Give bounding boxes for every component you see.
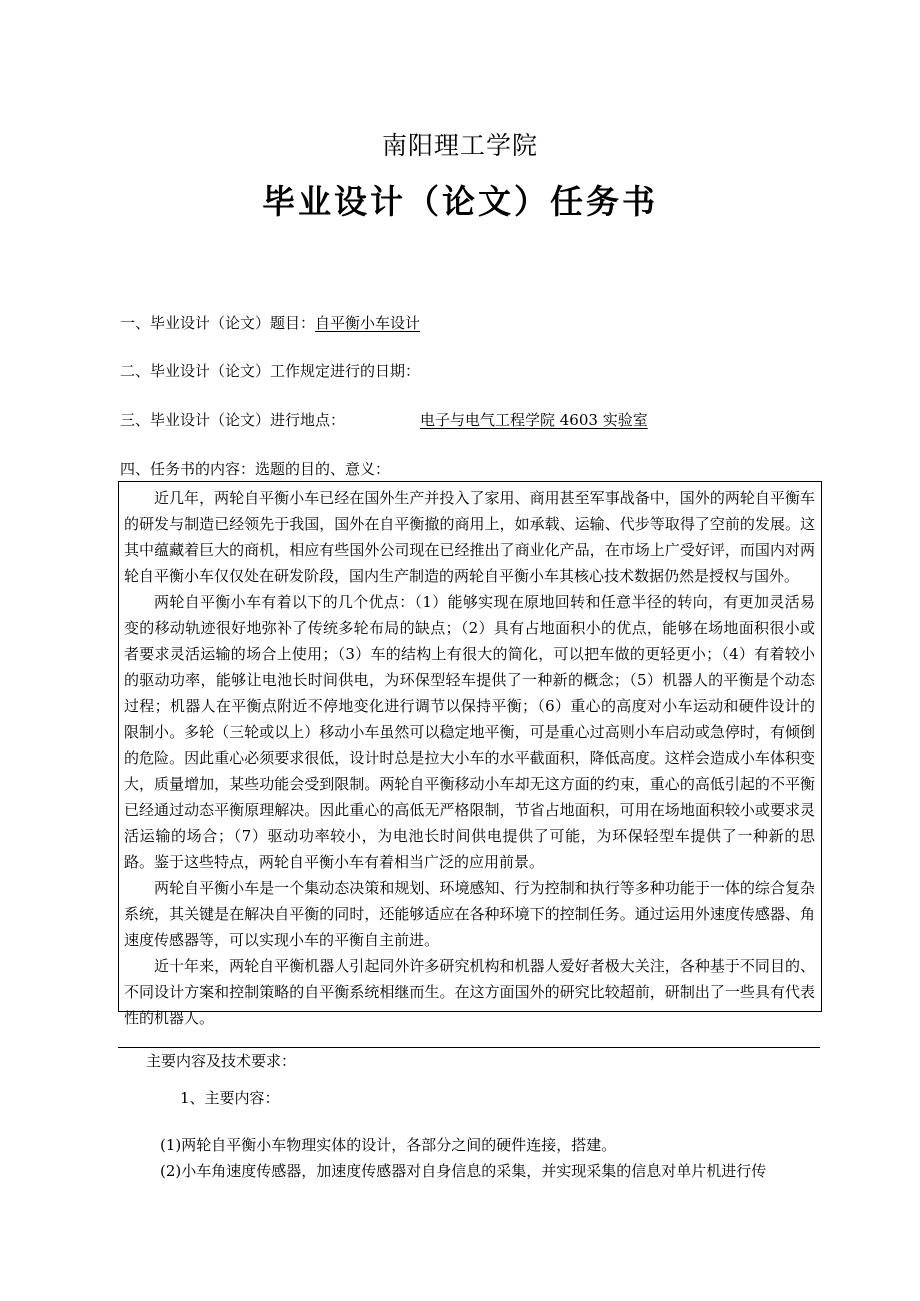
requirement-item: (2)小车角速度传感器，加速度传感器对自身信息的采集，并实现采集的信息对单片机进行传	[160, 1162, 767, 1180]
location-line	[120, 409, 345, 430]
location-value: 电子与电气工程学院 4603 实验室	[420, 411, 648, 429]
requirements-subheading: 1、主要内容：	[180, 1089, 280, 1107]
date-line	[120, 360, 420, 381]
requirement-item: (1)两轮自平衡小车物理实体的设计，各部分之间的硬件连接，搭建。	[160, 1136, 617, 1154]
date-label: 二、毕业设计（论文）工作规定进行的日期：	[120, 362, 421, 380]
requirements-heading: 主要内容及技术要求：	[146, 1052, 297, 1070]
section-divider	[118, 1047, 820, 1048]
topic-label: 一、毕业设计（论文）题目：	[120, 314, 316, 332]
purpose-paragraph: 两轮自平衡小车是一个集动态决策和规划、环境感知、行为控制和执行等多种功能于一体的综合复杂系统，其关键是在解决自平衡的同时，还能够适应在各种环境下的控制任务。通过运用外速度传感器、角速度传感器等，可以实现小车的平衡自主前进。	[124, 879, 815, 949]
topic-value: 自平衡小车设计	[315, 314, 421, 332]
purpose-paragraph: 两轮自平衡小车有着以下的几个优点：（1）能够实现在原地回转和任意半径的转向，有更加灵活易变的移动轨迹很好地弥补了传统多轮布局的缺点；（2）具有占地面积小的优点，能够在场地面积很小或者要求灵活运输的场合上使用；（3）车的结构上有很大的简化，可以把车做的更轻更小；（4）有着较小的驱动功率，能够让电池长时间供电，为环保型轻车提供了一种新的概念；（5）机器人的平衡是个动态过程；机器人在平衡点附近不停地变化进行调节以保持平衡；（6）重心的高度对小车运动和硬件设计的限制小。多轮（三轮或以上）移动小车虽然可以稳定地平衡，可是重心过高则小车启动或急停时，有倾倒的危险。因此重心必须要求很低，设计时总是拉大小车的水平截面积，降低高度。这样会造成小车体积变大，质量增加，某些功能会受到限制。两轮自平衡移动小车却无这方面的约束，重心的高低引起的不平衡已经通过动态平衡原理解决。因此重心的高低无严格限制，节省占地面积，可用在场地面积较小或要求灵活运输的场合；（7）驱动功率较小，为电池长时间供电提供了可能，为环保轻型车提供了一种新的思路。鉴于这些特点，两轮自平衡小车有着相当广泛的应用前景。	[124, 593, 815, 871]
school-name: 南阳理工学院	[381, 131, 538, 160]
location-label: 三、毕业设计（论文）进行地点：	[120, 411, 346, 429]
topic-line	[120, 312, 420, 333]
purpose-box	[118, 481, 822, 1027]
purpose-paragraph: 近十年来，两轮自平衡机器人引起同外许多研究机构和机器人爱好者极大关注，各种基于不同目的、不同设计方案和控制策略的自平衡系统相继而生。在这方面国外的研究比较超前，研制出了一些具有代表性的机器人。	[124, 957, 815, 1027]
content-label: 四、任务书的内容：选题的目的、意义：	[120, 460, 391, 478]
purpose-paragraph: 近几年，两轮自平衡小车已经在国外生产并投入了家用、商用甚至军事战备中，国外的两轮自平衡车的研发与制造已经领先于我国，国外在自平衡撤的商用上，如承载、运输、代步等取得了空前的发展。这其中蕴藏着巨大的商机，相应有些国外公司现在已经推出了商业化产品，在市场上广受好评，而国内对两轮自平衡小车仅仅处在研发阶段，国内生产制造的两轮自平衡小车其核心技术数据仍然是授权与国外。	[124, 489, 815, 585]
document-title: 毕业设计（论文）任务书	[262, 182, 658, 221]
